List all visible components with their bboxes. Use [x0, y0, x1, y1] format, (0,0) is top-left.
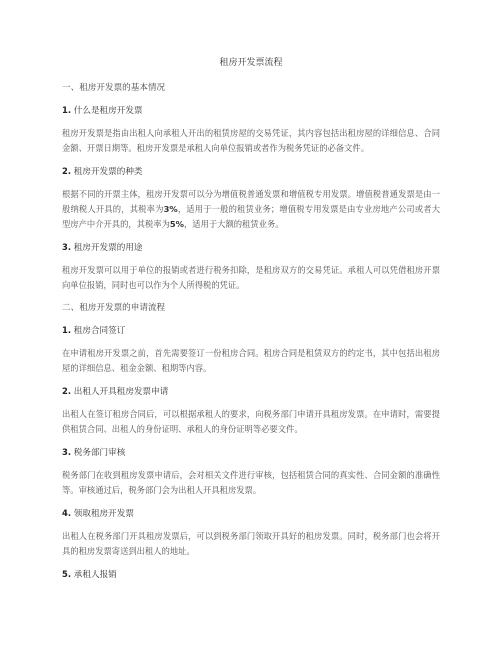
sub-heading-types: [62, 165, 440, 178]
sub-heading-landlord-application: [62, 385, 440, 398]
item-number: 3.: [62, 242, 72, 252]
paragraph-what-is: 租房开发票是指由出租人向承租人开出的租赁房屋的交易凭证，其内容包括出租房屋的详细信息、合同金额、开票日期等。租房开发票是承租人向单位报销或者作为税务凭证的必备文件。: [62, 128, 440, 153]
sub-heading-tenant-reimbursement: [62, 568, 440, 581]
item-title: 承租人报销: [73, 570, 117, 580]
item-title: 什么是租房开发票: [73, 106, 143, 116]
paragraph-collect-invoice: 出租人在税务部门开具租房发票后，可以到税务部门领取开具好的租房发票。同时，税务部门也会将开具的租房发票寄送到出租人的地址。: [62, 531, 440, 556]
paragraph-contract: 在申请租房开发票之前，首先需要签订一份租房合同。租房合同是租赁双方的约定书，其中包括出租房屋的详细信息、租金金额、租期等内容。: [62, 348, 440, 373]
sub-heading-contract: [62, 324, 440, 337]
sub-heading-usage: [62, 241, 440, 254]
types-text-part: ，适用于一般的租赁业务；增值税专用发票是由专业房地产公司或者大型房产中介开具的，其税率为: [62, 204, 440, 229]
item-number: 1.: [62, 325, 72, 335]
item-title: 租房开发票的种类: [73, 167, 143, 177]
item-title: 租房开发票的用途: [73, 243, 143, 253]
section-heading-basic-info: 一、租房开发票的基本情况: [62, 83, 166, 93]
paragraph-tax-review: 税务部门在收到租房发票申请后，会对相关文件进行审核，包括租赁合同的真实性、合同金额的准确性等。审核通过后，税务部门会为出租人开具租房发票。: [62, 470, 440, 495]
item-number: 4.: [62, 508, 72, 518]
document-title: 租房开发票流程: [219, 58, 283, 68]
special-tax-rate: 5%: [169, 219, 184, 229]
sub-heading-tax-review: [62, 446, 440, 459]
item-title: 租房合同签订: [73, 326, 126, 336]
types-text-part: ，适用于大额的租赁业务。: [183, 219, 284, 229]
item-number: 2.: [62, 166, 72, 176]
sub-heading-collect-invoice: [62, 507, 440, 520]
section-heading-application-process: 二、租房开发票的申请流程: [62, 303, 166, 313]
item-title: 税务部门审核: [73, 448, 126, 458]
types-text-part: 根据不同的开票主体，租房开发票可以分为增值税普通发票和增值税专用发票。增值税普通发票是由一般纳税人开具的，其税率为: [62, 189, 440, 214]
item-title: 出租人开具租房发票申请: [73, 387, 169, 397]
paragraph-usage: 租房开发票可以用于单位的报销或者进行税务扣除，是租房双方的交易凭证。承租人可以凭借租房开票向单位报销，同时也可以作为个人所得税的凭证。: [62, 265, 440, 290]
item-number: 1.: [62, 105, 72, 115]
general-tax-rate: 3%: [163, 204, 178, 214]
item-number: 3.: [62, 447, 72, 457]
item-number: 5.: [62, 569, 72, 579]
paragraph-landlord-application: 出租人在签订租房合同后，可以根据承租人的要求，向税务部门申请开具租房发票。在申请时，需要提供租赁合同、出租人的身份证明、承租人的身份证明等必要文件。: [62, 409, 440, 434]
item-title: 领取租房开发票: [73, 509, 134, 519]
item-number: 2.: [62, 386, 72, 396]
paragraph-types: [62, 187, 440, 232]
sub-heading-what-is: [62, 104, 440, 117]
